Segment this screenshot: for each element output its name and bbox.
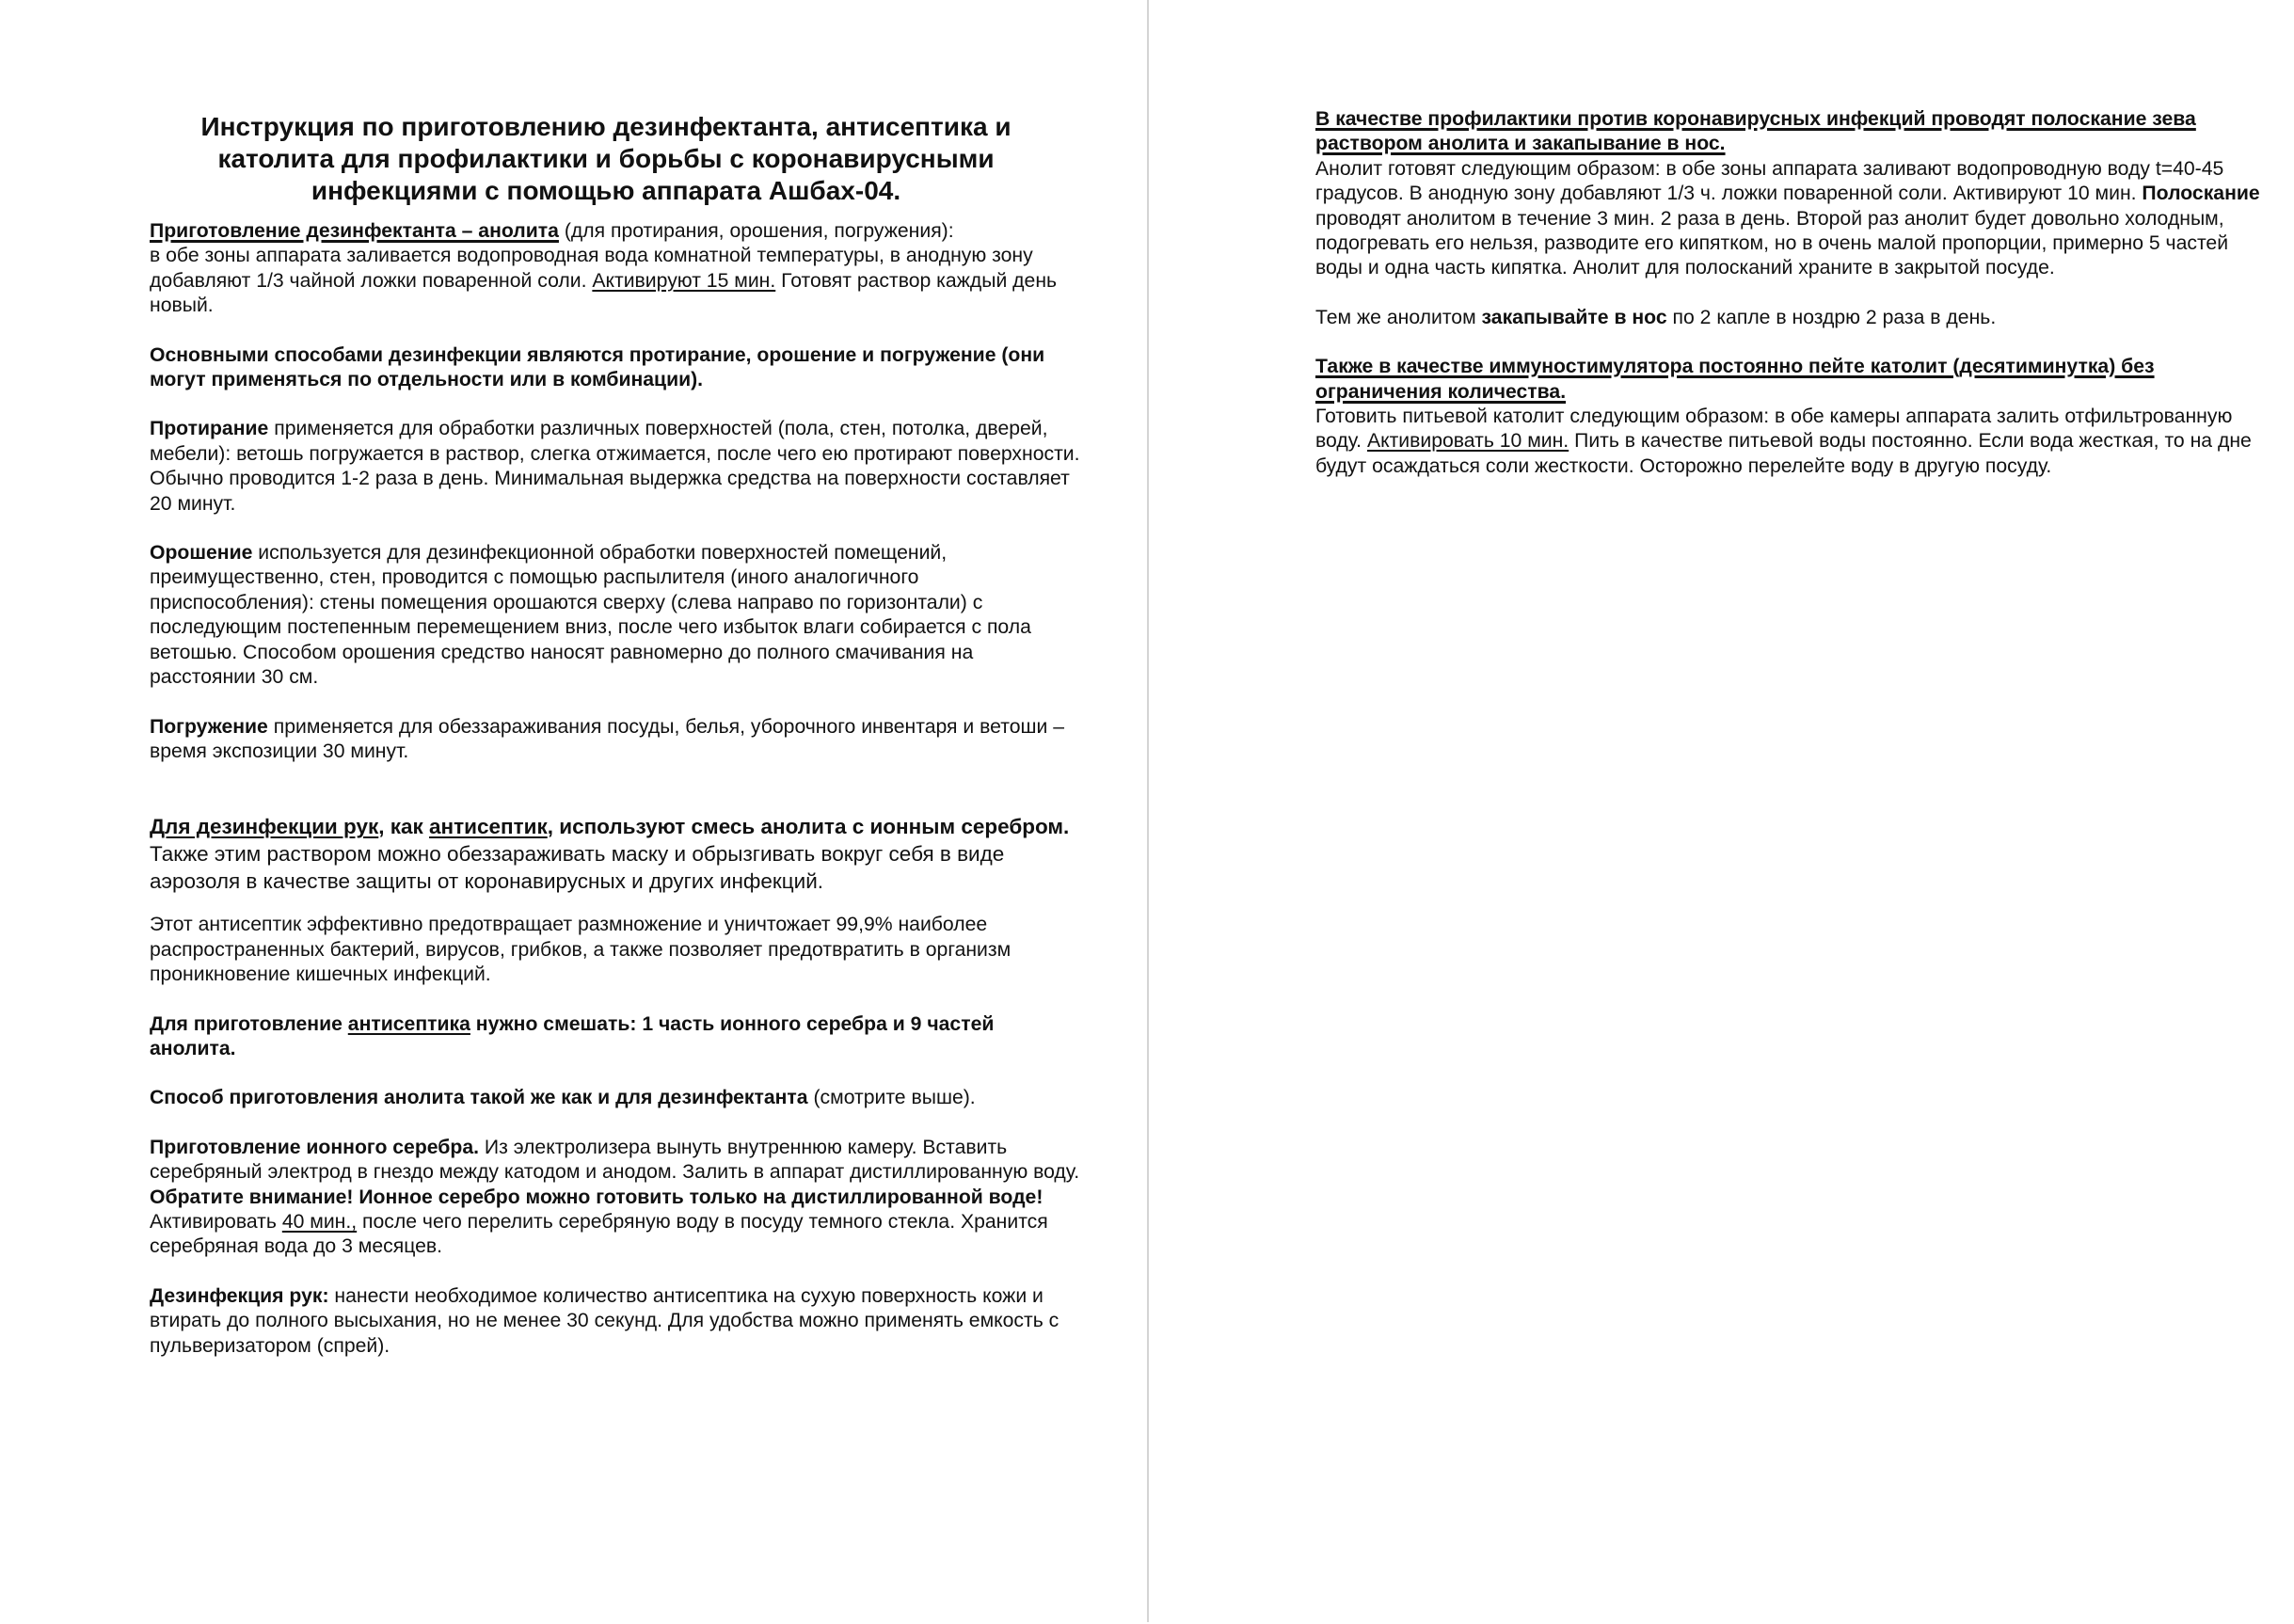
anolyte-preparation-paragraph [150, 219, 1081, 244]
hands-heading-2: , как [378, 815, 430, 839]
prevention-paragraph [1315, 157, 2266, 281]
catholyte-activation-time: Активировать 10 мин. [1366, 430, 1569, 453]
recipe-part-2: антисептика [347, 1012, 470, 1035]
document-title: Инструкция по приготовлению дезинфектанта, антисептика и католита для профилактики и борьбы с коронавирусными инфекциями с помощью аппарата Ашбах-04. [200, 112, 1012, 205]
left-page-content [150, 111, 1081, 1359]
silver-warning: Обратите внимание! Ионное серебро можно готовить только на дистиллированной воде! [150, 1186, 1043, 1208]
anolyte-method-bold: Способ приготовления анолита такой же как и для дезинфектанта [150, 1087, 808, 1109]
hands-heading-3: антисептик [429, 815, 548, 839]
silver-tail: после чего перелить серебряную воду в посуду темного стекла. Хранится серебряная вода до 3 месяцев. [150, 1210, 1048, 1258]
nose-paragraph [1315, 306, 2266, 330]
antiseptic-recipe [150, 1012, 1081, 1062]
nose-bold: закапывайте в нос [1481, 306, 1667, 328]
spacer [150, 1260, 1081, 1284]
catholyte-paragraph [1315, 405, 2266, 479]
spraying-text: используется для дезинфекционной обработки поверхностей помещений, преимущественно, стен, проводится с помощью распылителя (иного аналогичного приспособления): стены помещения орошаются сверху (слева направо по горизонтали) с последующим постепенным перемещением вниз, после чего избыток влаги собирается с пола ветошью. Способом орошения средство наносят равномерно до полного смачивания на расстоянии 30 см. [150, 542, 1031, 689]
spacer [1315, 330, 2266, 355]
right-page [1149, 0, 2294, 1624]
immersion-text: применяется для обеззараживания посуды, белья, уборочного инвентаря и ветоши – время экспозиции 30 минут. [150, 715, 1064, 762]
silver-text: Из электролизера вынуть внутреннюю камеру. Вставить серебряный электрод в гнездо между катодом и анодом. Залить в аппарат дистиллированную воду. [150, 1136, 1080, 1184]
immersion-paragraph [150, 715, 1081, 765]
prevention-text-bold: Полоскание [2142, 183, 2260, 205]
nose-text-1: Тем же анолитом [1315, 306, 1482, 328]
antiseptic-effect: Этот антисептик эффективно предотвращает размножение и уничтожает 99,9% наиболее распространенных бактерий, вирусов, грибков, а также позволяет предотвратить в организм проникновение кишечных инфекций. [150, 914, 1012, 986]
spacer [150, 1061, 1081, 1086]
spraying-paragraph [150, 541, 1081, 690]
silver-warning-paragraph [150, 1186, 1081, 1260]
catholyte-text-1: Готовить питьевой католит следующим образом: в обе камеры аппарата залить отфильтрованную воду. [1315, 406, 2233, 453]
spacer [150, 1111, 1081, 1136]
spacer [150, 691, 1081, 715]
spraying-term: Орошение [150, 542, 253, 565]
hands-heading-1: Для дезинфекции рук [150, 815, 379, 839]
wiping-paragraph [150, 417, 1081, 517]
recipe-part-1: Для приготовление [150, 1012, 348, 1035]
hands-text: Также этим раствором можно обеззараживать маску и обрызгивать вокруг себя в виде аэрозоля в качестве защиты от коронавирусных и других инфекций. [150, 842, 1005, 894]
prevention-heading: В качестве профилактики против коронавирусных инфекций проводят полоскание зева раствором анолита и закапывание в нос. [1315, 108, 2196, 155]
spacer [150, 392, 1081, 417]
hand-use-paragraph [150, 1284, 1081, 1359]
catholyte-heading: Также в качестве иммуностимулятора постоянно пейте католит (десятиминутка) без ограничения количества. [1315, 356, 2155, 403]
methods-intro: Основными способами дезинфекции являются протирание, орошение и погружение (они могут применяться по отдельности или в комбинации). [150, 343, 1045, 391]
wiping-term: Протирание [150, 418, 269, 440]
anolyte-body-2: Готовят раствор каждый день новый. [150, 269, 1058, 317]
anolyte-method [150, 1086, 1081, 1110]
anolyte-method-normal: (смотрите выше). [807, 1087, 976, 1109]
prevention-text-2: проводят анолитом в течение 3 мин. 2 раза в день. Второй раз анолит будет довольно холодным, подогревать его нельзя, разводите его кипятком, но в очень малой пропорции, примерно 5 частей воды и одна часть кипятка. Анолит для полосканий храните в закрытой посуде. [1315, 207, 2229, 279]
wiping-text: применяется для обработки различных поверхностей (пола, стен, потолка, дверей, мебели): ветошь погружается в раствор, слегка отжимается, после чего ею протирают поверхности. Обычно проводится 1-2 раза в день. Минимальная выдержка средства на поверхности составляет 20 минут. [150, 418, 1080, 515]
silver-heading: Приготовление ионного серебра. [150, 1136, 479, 1158]
catholyte-text-2: Пить в качестве питьевой воды постоянно. Если вода жесткая, то на дне будут осаждаться соли жесткости. Осторожно перелейте воду в другую посуду. [1315, 430, 2252, 477]
anolyte-instructions [150, 244, 1081, 318]
silver-activation-time: 40 мин., [281, 1210, 358, 1233]
silver-paragraph [150, 1136, 1081, 1186]
hands-heading-4: , используют смесь анолита с ионным серебром. [547, 815, 1070, 839]
anolyte-heading-tail: (для протирания, орошения, погружения): [558, 220, 954, 242]
spacer [1315, 281, 2266, 306]
prevention-text-1: Анолит готовят следующим образом: в обе зоны аппарата заливают водопроводную воду t=40-45 градусов. В анодную зону добавляют 1/3 ч. ложки поваренной соли. Активируют 10 мин. [1315, 157, 2224, 205]
spacer [150, 895, 1081, 913]
spacer [150, 319, 1081, 343]
spacer [150, 517, 1081, 541]
anolyte-activation-time: Активируют 15 мин. [592, 269, 776, 292]
hand-use-term: Дезинфекция рук: [150, 1284, 329, 1307]
hand-use-text: нанести необходимое количество антисептика на сухую поверхность кожи и втирать до полного высыхания, но не менее 30 секунд. Для удобства можно применять емкость с пульверизатором (спрей). [150, 1284, 1059, 1357]
anolyte-body-1: в обе зоны аппарата заливается водопроводная вода комнатной температуры, в анодную зону добавляют 1/3 чайной ложки поваренной соли. [150, 245, 1033, 292]
spacer [150, 988, 1081, 1012]
right-page-content [1315, 107, 2266, 479]
spacer [150, 764, 1081, 813]
silver-activate: Активировать [150, 1210, 282, 1233]
recipe-part-3: нужно смешать: 1 часть ионного серебра и 9 частей анолита. [150, 1012, 995, 1059]
hands-antiseptic-paragraph [150, 813, 1081, 895]
anolyte-heading: Приготовление дезинфектанта – анолита [150, 220, 559, 242]
nose-text-2: по 2 капле в ноздрю 2 раза в день. [1666, 306, 1997, 328]
immersion-term: Погружение [150, 715, 268, 738]
